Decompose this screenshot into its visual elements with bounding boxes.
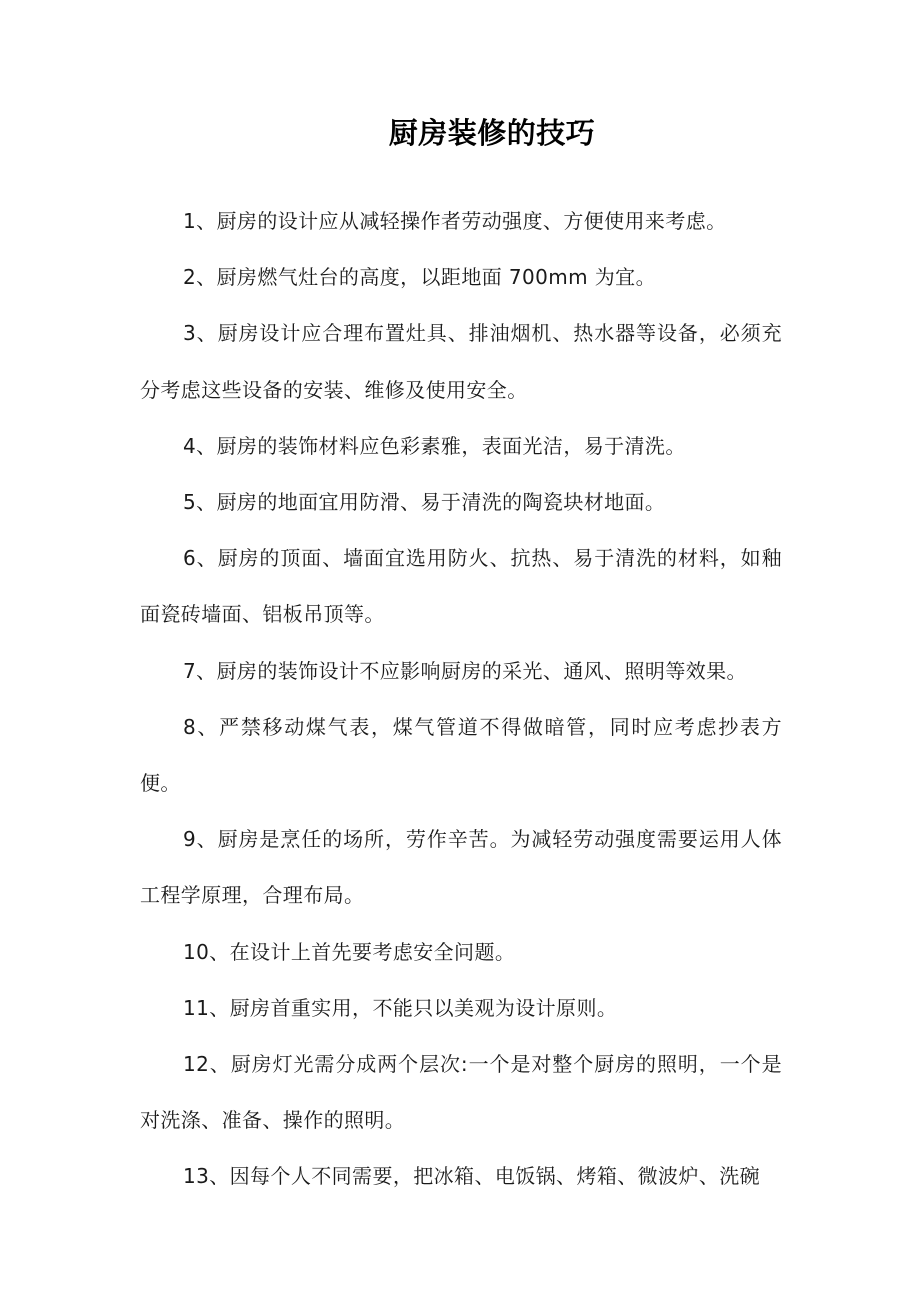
paragraph-6: 6、厨房的顶面、墙面宜选用防火、抗热、易于清洗的材料，如釉面瓷砖墙面、铝板吊顶等。: [140, 546, 782, 627]
paragraph-13: 13、因每个人不同需要，把冰箱、电饭锅、烤箱、微波炉、洗碗: [183, 1164, 761, 1189]
paragraph-1: 1、厨房的设计应从减轻操作者劳动强度、方便使用来考虑。: [183, 209, 727, 233]
paragraph-12: 12、厨房灯光需分成两个层次:一个是对整个厨房的照明，一个是对洗涤、准备、操作的照明。: [140, 1052, 782, 1133]
document-title: 厨房装修的技巧: [388, 116, 596, 150]
paragraph-3: 3、厨房设计应合理布置灶具、排油烟机、热水器等设备，必须充分考虑这些设备的安装、维修及使用安全。: [140, 321, 782, 402]
paragraph-9: 9、厨房是烹任的场所，劳作辛苦。为减轻劳动强度需要运用人体工程学原理，合理布局。: [140, 827, 782, 908]
paragraph-2: 2、厨房燃气灶台的高度，以距地面 700mm 为宜。: [183, 265, 656, 290]
paragraph-11: 11、厨房首重实用，不能只以美观为设计原则。: [183, 995, 618, 1020]
paragraph-7: 7、厨房的装饰设计不应影响厨房的采光、通风、照明等效果。: [183, 658, 747, 683]
paragraph-8: 8、严禁移动煤气表，煤气管道不得做暗管，同时应考虑抄表方便。: [140, 714, 782, 796]
paragraph-10: 10、在设计上首先要考虑安全问题。: [183, 939, 516, 964]
paragraph-5: 5、厨房的地面宜用防滑、易于清洗的陶瓷块材地面。: [183, 490, 666, 515]
document-body: [140, 193, 782, 1205]
paragraph-4: 4、厨房的装饰材料应色彩素雅，表面光洁，易于清洗。: [183, 433, 686, 458]
